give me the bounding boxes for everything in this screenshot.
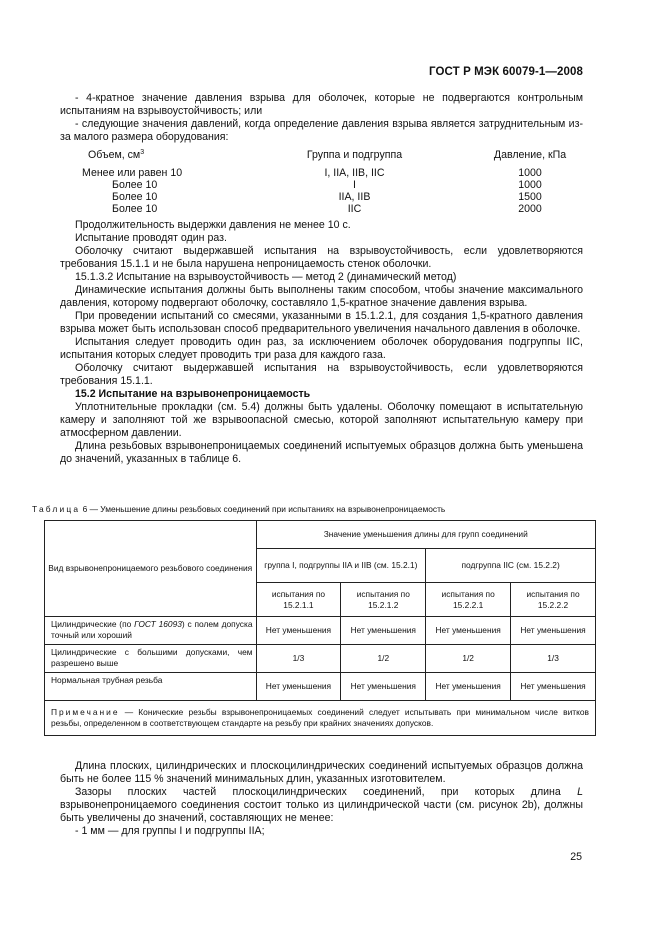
- value-cell: 1/2: [426, 645, 511, 673]
- volume-cell: Более 10: [112, 179, 158, 191]
- paragraph: - 1 мм — для группы I и подгруппы IIA;: [75, 825, 265, 837]
- paragraph: Зазоры плоских частей плоскоцилиндрических соединений, при которых длина L взрывонепроницаемого соединения состоит только из цилиндрической части (см. рисунок 2b), должны быть увеличены до значений, составляющих не менее:: [60, 786, 583, 824]
- main-text: [60, 92, 583, 466]
- value-cell: Нет уменьшения: [256, 617, 341, 645]
- group-cell: IIC: [347, 203, 362, 215]
- value-cell: Нет уменьшения: [341, 617, 426, 645]
- pressure-col-group-header: Группа и подгруппа: [306, 149, 403, 161]
- pressure-cell: 1000: [518, 167, 542, 179]
- kind-cell: Цилиндрические (по ГОСТ 16093) с полем допуска точный или хороший: [45, 617, 257, 645]
- paragraph: Испытание проводят один раз.: [75, 232, 227, 244]
- group-cell: IIA, IIB: [338, 191, 371, 203]
- paragraph: Длина резьбовых взрывонепроницаемых соединений испытуемых образцов должна быть уменьшена до значений, указанных в таблице 6.: [60, 440, 583, 465]
- group-b-header: подгруппа IIC (см. 15.2.2): [426, 549, 596, 583]
- pressure-cell: 1500: [518, 191, 542, 203]
- paragraph: - следующие значения давлений, когда определение давления взрыва является затруднительным из-за малого размера оборудования:: [60, 118, 583, 143]
- value-cell: Нет уменьшения: [426, 673, 511, 701]
- kind-cell: Цилиндрические с большими допусками, чем разрешено выше: [45, 645, 257, 673]
- table-caption: [32, 504, 445, 514]
- paragraph: Уплотнительные прокладки (см. 5.4) должны быть удалены. Оболочку помещают в испытательную камеру и заполняют той же взрывоопасной смесью, которой заполняют испытательную камеру при атмосферном давлении.: [60, 401, 583, 439]
- table-caption-number: 6: [82, 504, 88, 514]
- value-cell: Нет уменьшения: [256, 673, 341, 701]
- sub-header: испытания по 15.2.2.1: [426, 583, 511, 617]
- standard-header: ГОСТ Р МЭК 60079-1—2008: [429, 66, 583, 78]
- value-cell: Нет уменьшения: [341, 673, 426, 701]
- pressure-table: [60, 149, 583, 215]
- bottom-text: [60, 760, 583, 838]
- value-cell: 1/2: [341, 645, 426, 673]
- volume-cell: Более 10: [112, 203, 158, 215]
- page-number: 25: [570, 851, 582, 863]
- subsection-title: 15.1.3.2 Испытание на взрывоустойчивость — метод 2 (динамический метод): [75, 271, 457, 283]
- table-caption-text: — Уменьшение длины резьбовых соединений при испытаниях на взрывонепроницаемость: [89, 504, 446, 514]
- table-row: [45, 617, 596, 645]
- header-value-cell: Значение уменьшения длины для групп соединений: [256, 521, 596, 549]
- group-cell: I: [353, 179, 356, 191]
- table-note-row: [45, 701, 596, 736]
- paragraph: - 4-кратное значение давления взрыва для оболочек, которые не подвергаются контрольным испытаниям на взрывоустойчивость; или: [60, 92, 583, 117]
- paragraph: Продолжительность выдержки давления не менее 10 с.: [75, 219, 351, 231]
- pressure-col-volume-header: Объем, $см^3$: [88, 149, 145, 161]
- volume-cell: Менее или равен 10: [82, 167, 183, 179]
- sub-header: испытания по 15.2.1.2: [341, 583, 426, 617]
- sub-header: испытания по 15.2.1.1: [256, 583, 341, 617]
- sub-header: испытания по 15.2.2.2: [511, 583, 596, 617]
- paragraph: Оболочку считают выдержавшей испытания на взрывоустойчивость, если удовлетворяются требования 15.1.1 и не была нарушена непроницаемость стенок оболочки.: [60, 245, 583, 270]
- pressure-col-pressure-header: Давление, кПа: [493, 149, 567, 161]
- thread-reduction-table: [44, 520, 596, 736]
- pressure-cell: 1000: [518, 179, 542, 191]
- paragraph: Длина плоских, цилиндрических и плоскоцилиндрических соединений испытуемых образцов должна быть не более 115 % значений минимальных длин, указанных изготовителем.: [60, 760, 583, 785]
- paragraph: Испытания следует проводить один раз, за исключением оболочек оборудования подгруппы IIC, испытания которых следует проводить три раза для каждого газа.: [60, 336, 583, 361]
- header-kind-cell: Вид взрывонепроницаемого резьбового соединения: [45, 521, 257, 617]
- value-cell: 1/3: [511, 645, 596, 673]
- pressure-cell: 2000: [518, 203, 542, 215]
- value-cell: Нет уменьшения: [511, 617, 596, 645]
- paragraph: Динамические испытания должны быть выполнены таким способом, чтобы значение максимального давления, которому подвергают оболочку, составляло 1,5-кратное значение давления взрыва.: [60, 284, 583, 309]
- table-row: [60, 191, 583, 203]
- table-note: Примечание — Конические резьбы взрывонепроницаемых соединений следует испытывать при минимальном числе витков резьбы, определенном в соответствующем стандарте на резьбу при крайних значениях допусков.: [45, 701, 596, 736]
- group-a-header: группа I, подгруппы IIA и IIB (см. 15.2.1): [256, 549, 426, 583]
- value-cell: 1/3: [256, 645, 341, 673]
- paragraph: Оболочку считают выдержавшей испытания на взрывоустойчивость, если удовлетворяются требования 15.1.1.: [60, 362, 583, 387]
- paragraph: При проведении испытаний со смесями, указанными в 15.1.2.1, для создания 1,5-кратного давления взрыва может быть использован способ предварительного увеличения начального давления в оболочке.: [60, 310, 583, 335]
- section-heading: 15.2 Испытание на взрывонепроницаемость: [75, 388, 311, 400]
- value-cell: Нет уменьшения: [511, 673, 596, 701]
- value-cell: Нет уменьшения: [426, 617, 511, 645]
- kind-cell: Нормальная трубная резьба: [45, 673, 257, 701]
- volume-cell: Более 10: [112, 191, 158, 203]
- table-row: [45, 645, 596, 673]
- table-row: [60, 167, 583, 179]
- group-cell: I, IIA, IIB, IIC: [324, 167, 385, 179]
- table-caption-word: Таблица: [32, 504, 81, 514]
- table-row: [60, 179, 583, 191]
- table-row: [60, 203, 583, 215]
- table-row: [45, 673, 596, 701]
